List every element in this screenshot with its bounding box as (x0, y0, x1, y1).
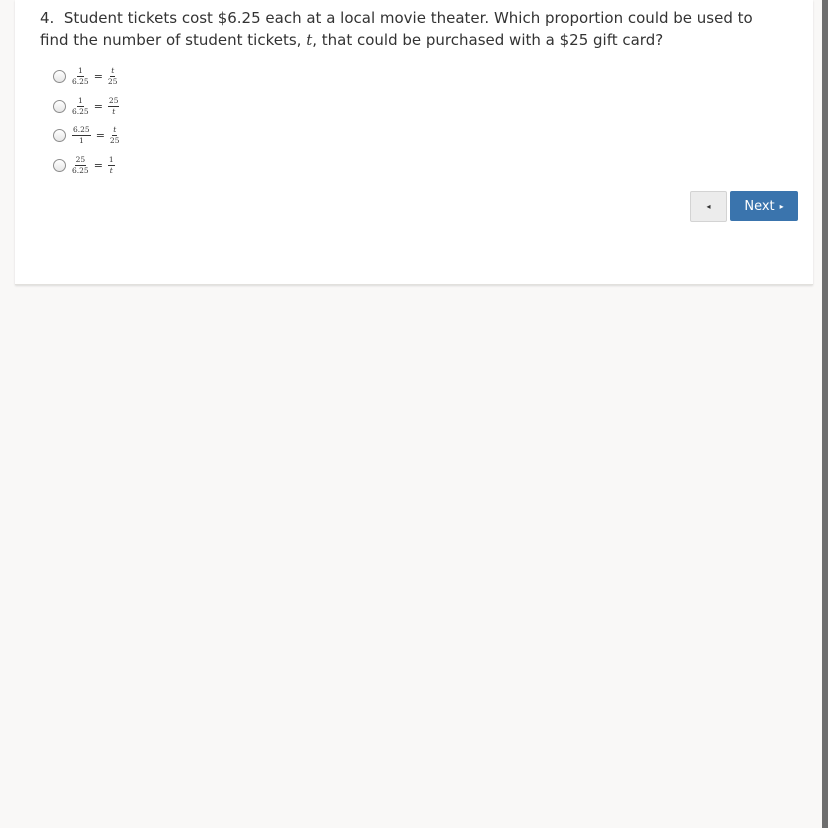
question-text-part2: , that could be purchased with a $25 gift card? (312, 31, 664, 49)
fraction-left (72, 156, 89, 175)
equals-sign: = (95, 129, 105, 143)
answer-choice-b[interactable] (53, 92, 119, 122)
denominator: t (109, 165, 113, 175)
numerator: t (111, 66, 115, 76)
radio-button-d[interactable] (53, 159, 66, 172)
answer-choice-c[interactable] (53, 121, 119, 151)
next-button[interactable] (730, 191, 798, 221)
denominator: t (112, 106, 116, 116)
caret-left-icon: ◂ (706, 202, 711, 211)
answer-choices (53, 62, 119, 180)
equals-sign: = (93, 158, 103, 172)
fraction-left (72, 97, 89, 116)
denominator: 25 (109, 136, 120, 146)
denominator: 6.25 (72, 77, 89, 87)
proportion-b (72, 97, 119, 116)
fraction-right (110, 126, 120, 145)
question-text (40, 7, 785, 51)
fraction-right (108, 97, 120, 116)
radio-button-b[interactable] (53, 100, 66, 113)
numerator: 25 (75, 154, 86, 164)
equals-sign: = (93, 99, 103, 113)
equals-sign: = (93, 70, 103, 84)
radio-button-c[interactable] (53, 129, 66, 142)
window-edge (822, 0, 828, 828)
proportion-a (72, 67, 117, 86)
question-text-part1: Student tickets cost $6.25 each at a local movie theater. Which proportion could be used to find the number of student tickets, (40, 9, 753, 49)
numerator: 1 (77, 66, 83, 76)
answer-choice-d[interactable] (53, 151, 119, 181)
proportion-d (72, 156, 115, 175)
fraction-left (72, 67, 89, 86)
denominator: 6.25 (72, 165, 89, 175)
previous-button[interactable] (690, 191, 727, 222)
question-card (15, 0, 813, 285)
answer-choice-a[interactable] (53, 62, 119, 92)
proportion-c (72, 126, 119, 145)
next-button-label: Next (744, 198, 775, 214)
fraction-left (72, 126, 91, 145)
numerator: 6.25 (73, 125, 90, 135)
question-variable: t (306, 31, 313, 49)
question-number: 4. (40, 9, 55, 27)
numerator: 1 (77, 95, 83, 105)
numerator: t (113, 125, 117, 135)
denominator: 6.25 (72, 106, 89, 116)
fraction-right (108, 67, 118, 86)
radio-button-a[interactable] (53, 70, 66, 83)
fraction-right (108, 156, 115, 175)
denominator: 25 (107, 77, 118, 87)
caret-right-icon: ▸ (779, 201, 784, 211)
numerator: 1 (108, 154, 114, 164)
numerator: 25 (108, 95, 119, 105)
denominator: 1 (78, 136, 84, 146)
